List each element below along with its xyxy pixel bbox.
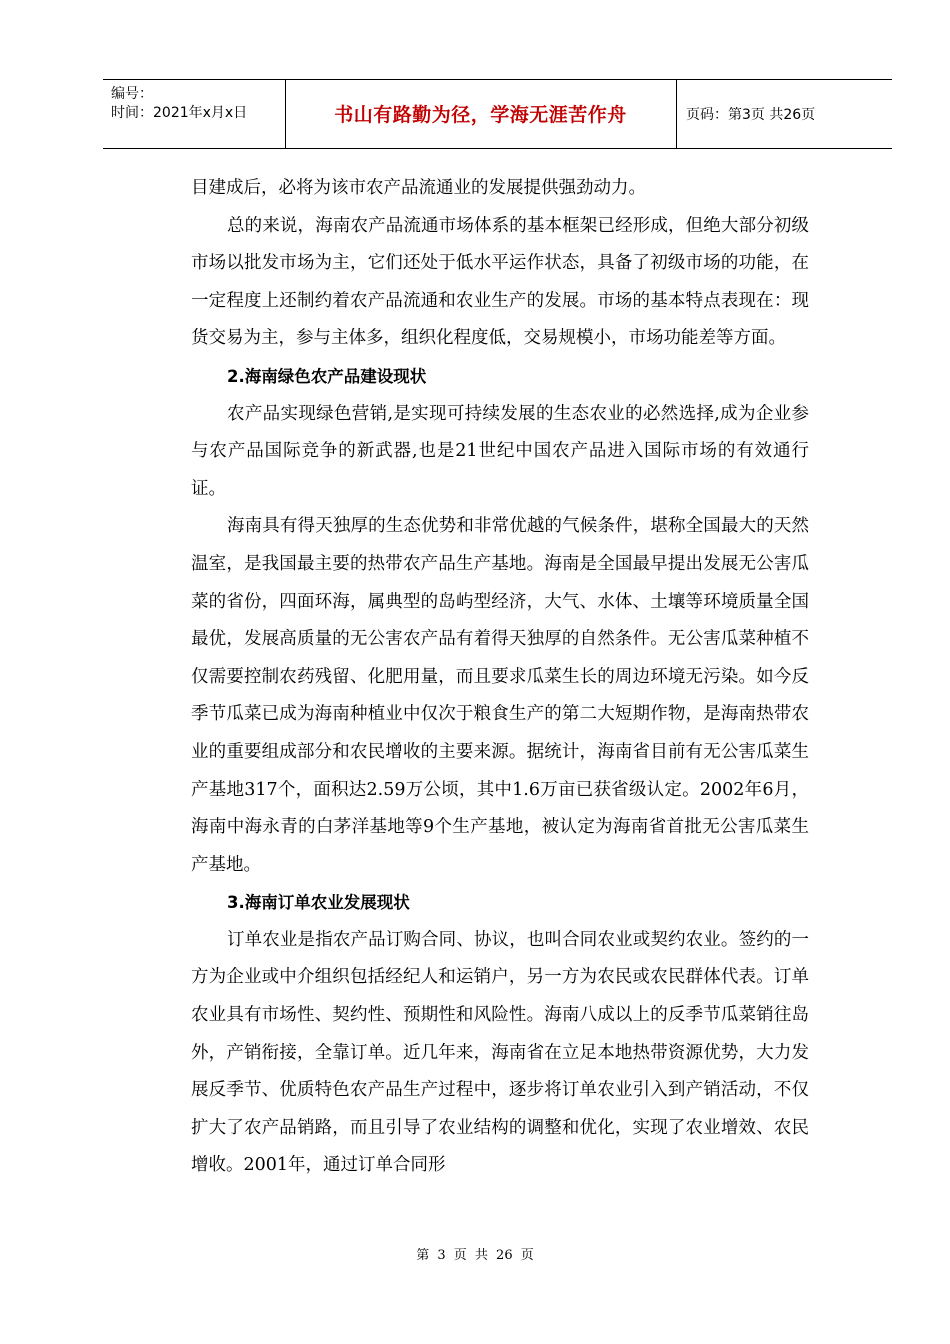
paragraph: 农产品实现绿色营销,是实现可持续发展的生态农业的必然选择,成为企业参与农产品国际竞争的新武器,也是21世纪中国农产品进入国际市场的有效通行证。 xyxy=(191,403,809,499)
document-body xyxy=(191,170,809,1185)
header-motto: 书山有路勤为径，学海无涯苦作舟 xyxy=(334,104,627,126)
paragraph: 目建成后，必将为该市农产品流通业的发展提供强劲动力。 xyxy=(191,178,646,198)
header-divider xyxy=(676,80,677,148)
section-heading: 3.海南订单农业发展现状 xyxy=(227,893,410,913)
header-page-info: 页码：第3页 共26页 xyxy=(686,107,816,123)
serial-number-label: 编号： xyxy=(111,86,153,102)
section-heading: 2.海南绿色农产品建设现状 xyxy=(227,366,427,386)
date-label: 时间：2021年x月x日 xyxy=(111,105,248,121)
paragraph: 海南具有得天独厚的生态优势和非常优越的气候条件，堪称全国最大的天然温室，是我国最主要的热带农产品生产基地。海南是全国最早提出发展无公害瓜菜的省份，四面环海，属典型的岛屿型经济，大气、水体、土壤等环境质量全国最优，发展高质量的无公害农产品有着得天独厚的自然条件。无公害瓜菜种植不仅需要控制农药残留、化肥用量，而且要求瓜菜生长的周边环境无污染。如今反季节瓜菜已成为海南种植业中仅次于粮食生产的第二大短期作物，是海南热带农业的重要组成部分和农民增收的主要来源。据统计，海南省目前有无公害瓜菜生产基地317个，面积达2.59万公顷，其中1.6万亩已获省级认定。2002年6月，海南中海永青的白茅洋基地等9个生产基地，被认定为海南省首批无公害瓜菜生产基地。 xyxy=(191,516,809,875)
page-header xyxy=(103,79,892,149)
page-footer: 第 3 页 共 26 页 xyxy=(416,1248,534,1263)
paragraph: 订单农业是指农产品订购合同、协议，也叫合同农业或契约农业。签约的一方为企业或中介组织包括经纪人和运销户，另一方为农民或农民群体代表。订单农业具有市场性、契约性、预期性和风险性。海南八成以上的反季节瓜菜销往岛外，产销衔接，全靠订单。近几年来，海南省在立足本地热带资源优势，大力发展反季节、优质特色农产品生产过程中，逐步将订单农业引入到产销活动，不仅扩大了农产品销路，而且引导了农业结构的调整和优化，实现了农业增效、农民增收。2001年，通过订单合同形 xyxy=(191,929,809,1176)
header-meta xyxy=(111,85,247,123)
paragraph: 总的来说，海南农产品流通市场体系的基本框架已经形成，但绝大部分初级市场以批发市场为主，它们还处于低水平运作状态，具备了初级市场的功能，在一定程度上还制约着农产品流通和农业生产的发展。市场的基本特点表现在：现货交易为主，参与主体多，组织化程度低，交易规模小，市场功能差等方面。 xyxy=(191,215,809,349)
